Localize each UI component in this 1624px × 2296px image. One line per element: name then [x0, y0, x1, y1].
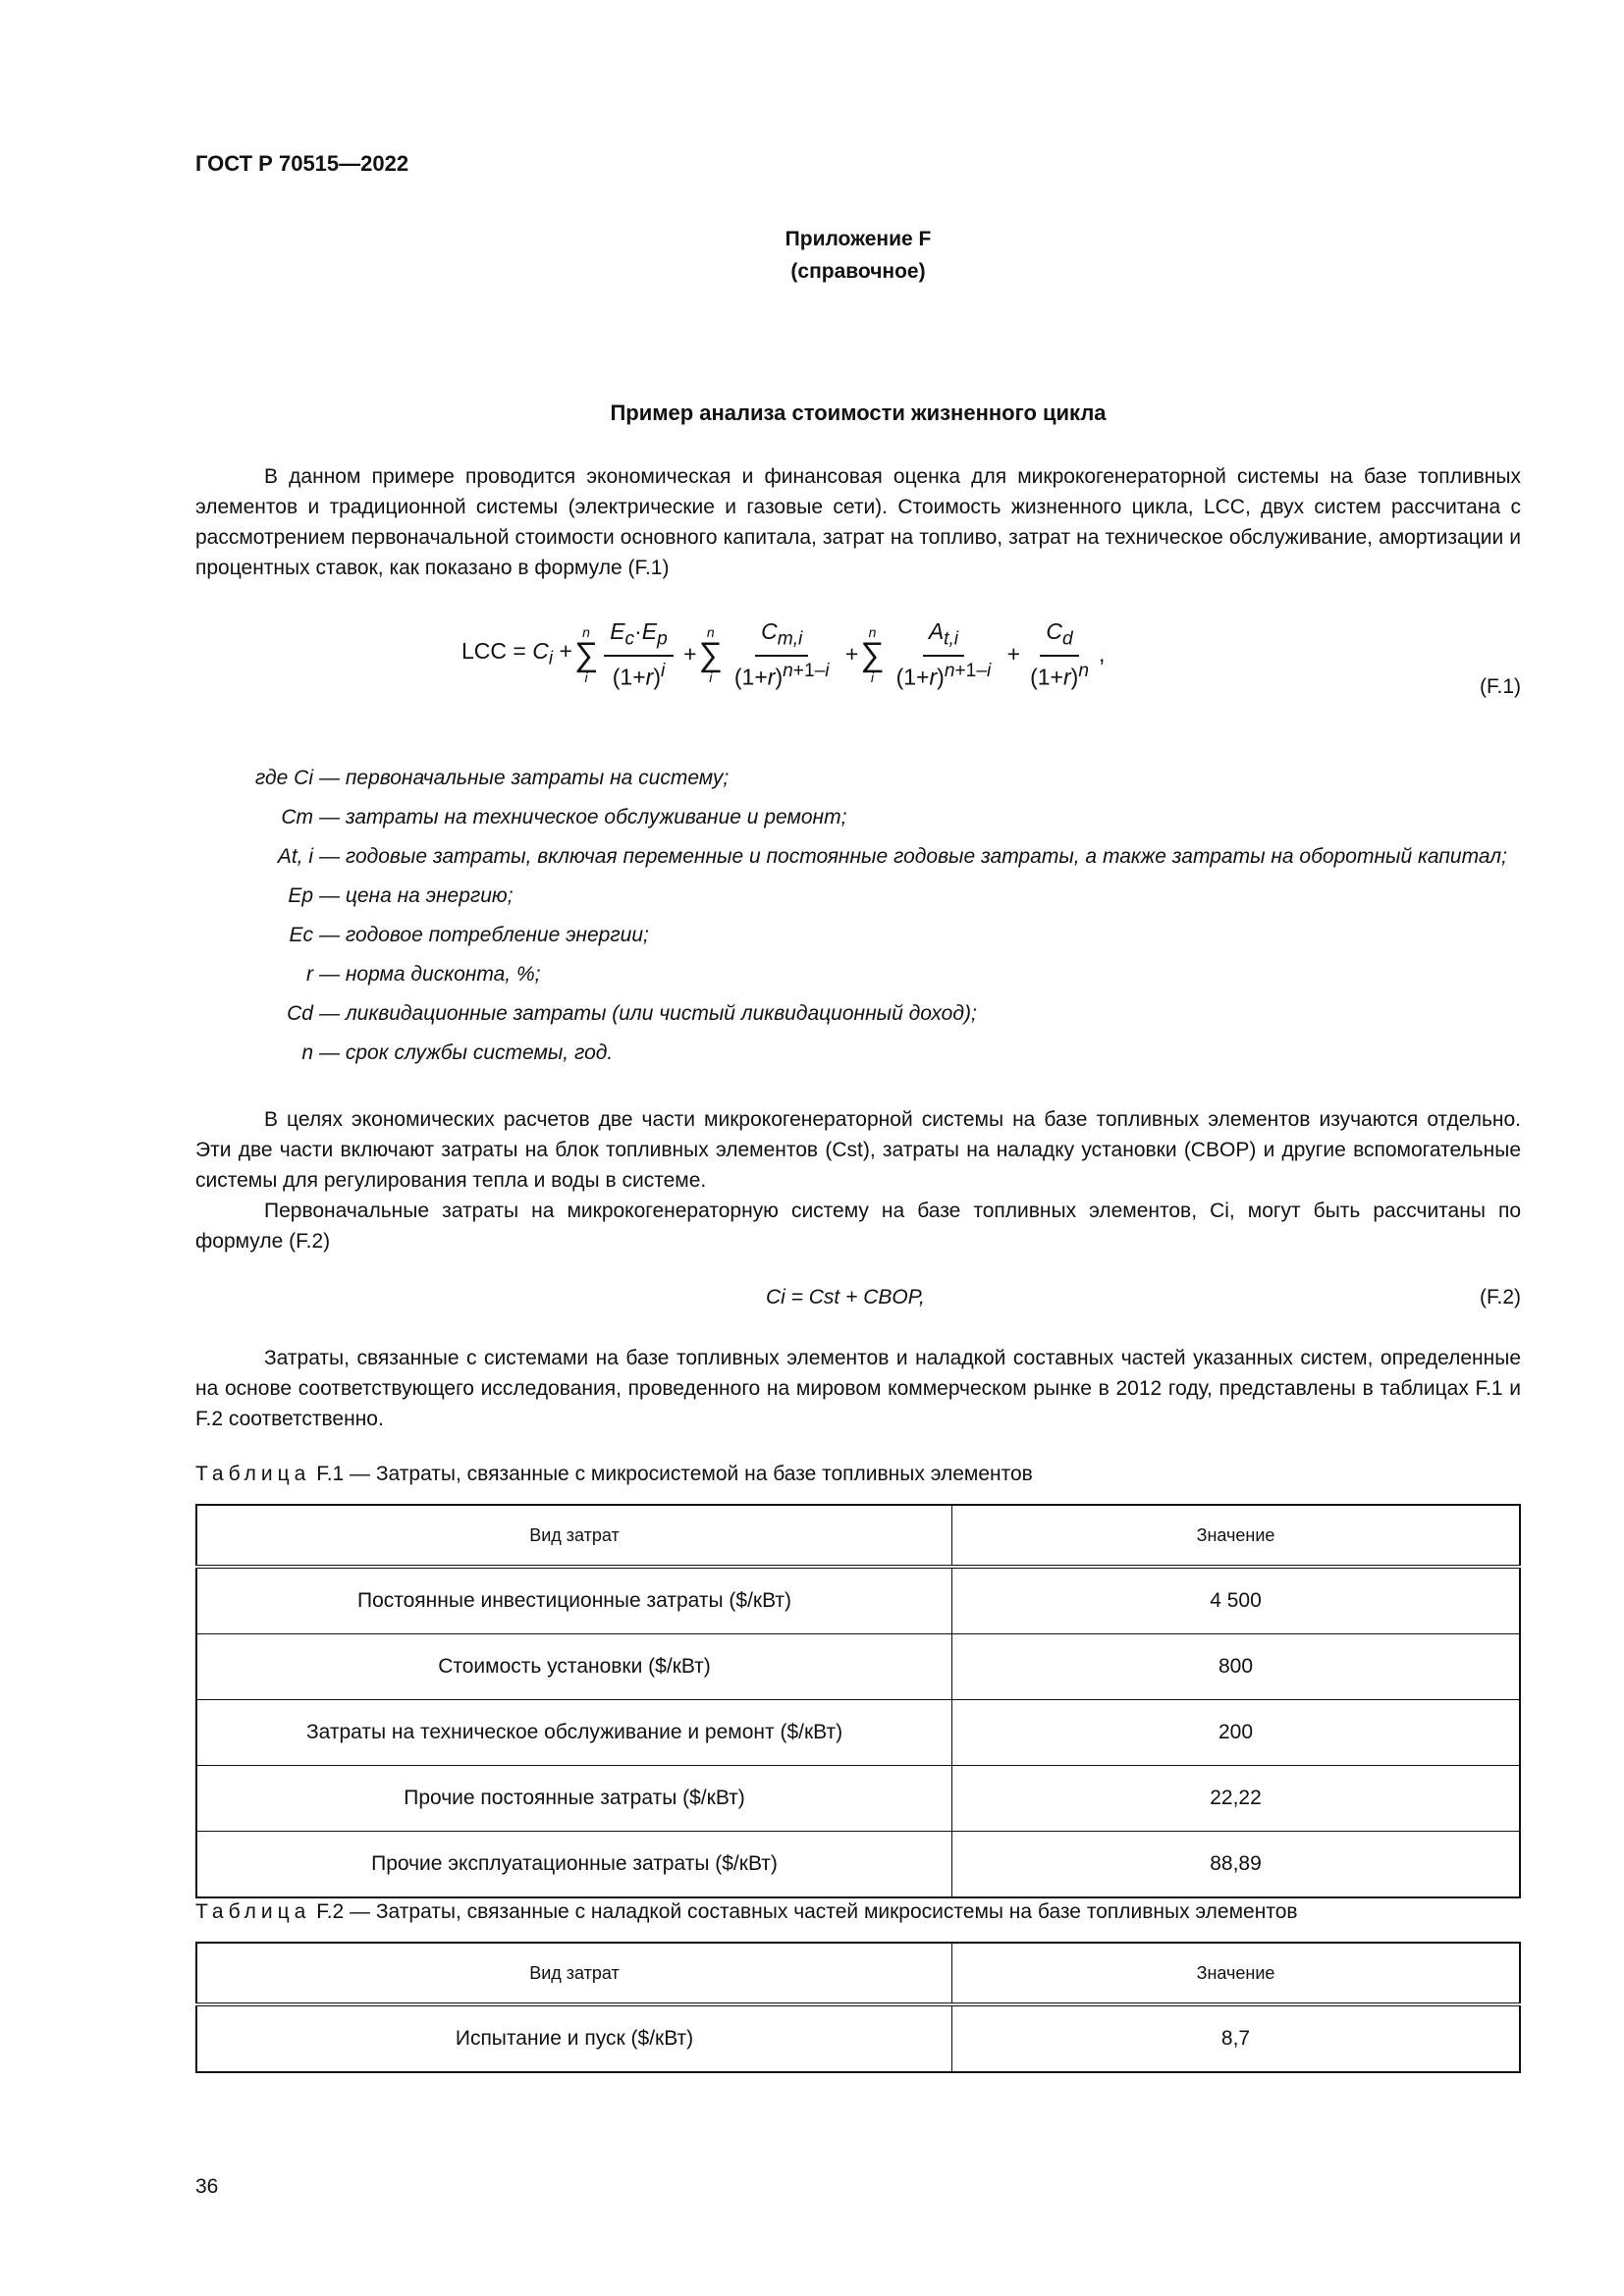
definition-item: At, i — годовые затраты, включая переменные и постоянные годовые затраты, а также затраты на оборотный капитал; [277, 845, 1507, 868]
definition-item: Cm — затраты на техническое обслуживание и ремонт; [281, 806, 847, 828]
definition-item: где Ci — первоначальные затраты на систему; [254, 767, 730, 789]
table2-caption: Таблица F.2 — Затраты, связанные с наладкой составных частей микросистемы на базе топливных элементов [195, 1900, 1298, 1923]
table-row: Прочие эксплуатационные затраты ($/кВт) 88,89 [196, 1832, 1520, 1898]
document-header: ГОСТ Р 70515—2022 [195, 151, 409, 176]
formula-f2-number: (F.2) [1480, 1286, 1521, 1308]
annex-title: Приложение F [785, 228, 932, 250]
formula-f1-number: (F.1) [1480, 675, 1521, 698]
definition-item: Ec — годовое потребление энергии; [289, 924, 649, 946]
formula-f1: LCC = $C_i$ + n ∑ i $\frac{E_c\cdot E_p}{(1+r)^i}$ + n ∑ i $\frac{C_{m,i}}{(1+r)^{n+1-i}}$ + n ∑ i $\frac{A_{t,i}}{(1+r)^{n+1-i}}$ + $\frac{C_d}{(1+r)^n}$ , [461, 618, 1106, 690]
table-row: Испытание и пуск ($/кВт) 8,7 [196, 2004, 1520, 2072]
definitions-list [195, 764, 1521, 1068]
definition-item: r — норма дисконта, %; [306, 963, 541, 986]
section-title: Пример анализа стоимости жизненного цикла [610, 400, 1107, 425]
table-row: Стоимость установки ($/кВт) 800 [196, 1634, 1520, 1700]
formula-f2: Ci = Cst + CBOP, [766, 1286, 925, 1308]
table-f1: Вид затрат Значение Постоянные инвестиционные затраты ($/кВт) 4 500 Стоимость установки ($/кВт) 800 Затраты на техническое обслуживание и ремонт ($/кВт) 200 Прочие постоянные затраты ($/кВт) 22,22 Прочие эксплуатационные затраты ($/кВт) 88,89 [195, 1504, 1521, 1898]
costs-paragraph [195, 1343, 1521, 1434]
paragraph-initial-costs: Первоначальные затраты на микрокогенераторную систему на базе топливных элементов, Ci, могут быть рассчитаны по формуле (F.2) [195, 1200, 1521, 1253]
intro-paragraph [195, 461, 1521, 583]
page-number: 36 [195, 2175, 219, 2198]
definition-item: n — срок службы системы, год. [301, 1041, 614, 1064]
table-f2: Вид затрат Значение Испытание и пуск ($/кВт) 8,7 [195, 1942, 1521, 2073]
table1-caption: Таблица F.1 — Затраты, связанные с микросистемой на базе топливных элементов [195, 1463, 1033, 1485]
table-row: Прочие постоянные затраты ($/кВт) 22,22 [196, 1766, 1520, 1832]
table-row: Затраты на техническое обслуживание и ремонт ($/кВт) 200 [196, 1700, 1520, 1766]
annex-subtitle: (справочное) [790, 260, 926, 283]
body-paragraphs [195, 1104, 1521, 1256]
definition-item: Ep — цена на энергию; [288, 884, 514, 907]
intro-text: В данном примере проводится экономическая и финансовая оценка для микрокогенераторной системы на базе топливных элементов и традиционной системы (электрические и газовые сети). Стоимость жизненного цикла, LCC, двух систем рассчитана с рассмотрением первоначальной стоимости основного капитала, затрат на топливо, затрат на техническое обслуживание, амортизации и процентных ставок, как показано в формуле (F.1) [195, 465, 1521, 579]
table-row: Постоянные инвестиционные затраты ($/кВт) 4 500 [196, 1567, 1520, 1634]
paragraph-parts: В целях экономических расчетов две части микрокогенераторной системы на базе топливных элементов изучаются отдельно. Эти две части включают затраты на блок топливных элементов (Cst), затраты на наладку установки (CBOP) и другие вспомогательные системы для регулирования тепла и воды в системе. [195, 1108, 1521, 1192]
costs-text: Затраты, связанные с системами на базе топливных элементов и наладкой составных частей указанных систем, определенные на основе соответствующего исследования, проведенного на мировом коммерческом рынке в 2012 году, представлены в таблицах F.1 и F.2 соответственно. [195, 1347, 1521, 1430]
definition-item: Cd — ликвидационные затраты (или чистый ликвидационный доход); [287, 1002, 977, 1025]
